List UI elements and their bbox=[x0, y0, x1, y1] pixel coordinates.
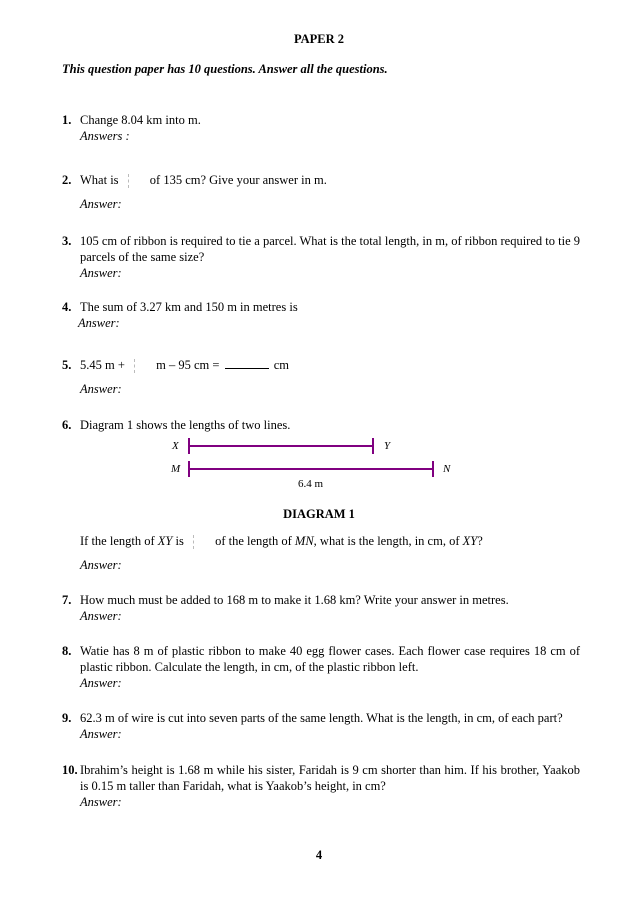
answer-label: Answer: bbox=[80, 609, 122, 623]
answer-label: Answer: bbox=[80, 266, 122, 280]
answer-label: Answers : bbox=[80, 129, 130, 143]
page-number: 4 bbox=[315, 848, 323, 862]
question-text: , what is the length, in cm, of bbox=[313, 534, 463, 548]
answer-label: Answer: bbox=[80, 795, 122, 809]
question-number: 10. bbox=[62, 763, 78, 777]
answer-label: Answer: bbox=[80, 676, 122, 690]
question-number: 3. bbox=[62, 234, 72, 248]
label-x: X bbox=[172, 440, 179, 452]
question-text: Change 8.04 km into m. bbox=[80, 113, 201, 127]
fraction-placeholder bbox=[193, 535, 206, 549]
segment-xy: XY bbox=[157, 534, 173, 548]
question-text: The sum of 3.27 km and 150 m in metres is bbox=[80, 300, 298, 314]
label-y: Y bbox=[384, 440, 391, 452]
question-number: 1. bbox=[62, 113, 72, 127]
question-number: 8. bbox=[62, 644, 72, 658]
question-text: What is bbox=[80, 173, 119, 187]
answer-label: Answer: bbox=[78, 316, 120, 330]
question-9 bbox=[62, 710, 582, 741]
answer-blank bbox=[225, 358, 269, 369]
instructions: This question paper has 10 questions. Answer all the questions. bbox=[62, 62, 388, 76]
answer-label: Answer: bbox=[80, 197, 122, 212]
question-8 bbox=[62, 643, 582, 690]
question-text: is bbox=[172, 534, 184, 548]
question-7 bbox=[62, 592, 582, 623]
fraction-placeholder bbox=[134, 359, 147, 373]
question-text: 105 cm of ribbon is required to tie a parcel. What is the total length, in m, of ribbon required to tie 9 parcels of the same size? bbox=[80, 234, 580, 264]
line-xy bbox=[189, 438, 373, 454]
question-text: Watie has 8 m of plastic ribbon to make 40 egg flower cases. Each flower case requires 18 cm of plastic ribbon. Calculate the length, in cm, of the plastic ribbon left. bbox=[80, 644, 580, 674]
line-mn bbox=[189, 461, 433, 477]
question-number: 6. bbox=[62, 418, 72, 432]
question-number: 5. bbox=[62, 358, 72, 372]
paper-title: PAPER 2 bbox=[293, 32, 345, 46]
question-3 bbox=[62, 233, 582, 280]
question-text: of 135 cm? Give your answer in m. bbox=[149, 173, 327, 187]
segment-xy: XY bbox=[462, 534, 478, 548]
question-4 bbox=[62, 299, 582, 330]
question-text: If the length of bbox=[80, 534, 158, 548]
question-text: Diagram 1 shows the lengths of two lines. bbox=[80, 418, 291, 432]
fraction-placeholder bbox=[128, 174, 141, 188]
question-number: 4. bbox=[62, 300, 72, 314]
question-text: 5.45 m + bbox=[80, 358, 125, 372]
question-10 bbox=[62, 762, 582, 809]
answer-label: Answer: bbox=[80, 558, 122, 573]
question-2 bbox=[62, 172, 582, 212]
question-text: How much must be added to 168 m to make it 1.68 km? Write your answer in metres. bbox=[80, 593, 509, 607]
label-m: M bbox=[171, 463, 181, 475]
answer-label: Answer: bbox=[80, 382, 122, 397]
length-mn-label: 6.4 m bbox=[298, 478, 324, 490]
question-text: 62.3 m of wire is cut into seven parts of the same length. What is the length, in cm, of each part? bbox=[80, 711, 563, 725]
question-text: Ibrahim’s height is 1.68 m while his sister, Faridah is 9 cm shorter than him. If his brother, Yaakob is 0.15 m taller than Faridah, what is Yaakob’s height, in cm? bbox=[80, 763, 580, 793]
question-text: cm bbox=[273, 358, 289, 372]
question-number: 2. bbox=[62, 173, 72, 187]
answer-label: Answer: bbox=[80, 727, 122, 741]
question-number: 9. bbox=[62, 711, 72, 725]
question-text: ? bbox=[477, 534, 483, 548]
question-text: of the length of bbox=[215, 534, 295, 548]
question-number: 7. bbox=[62, 593, 72, 607]
question-5 bbox=[62, 357, 582, 397]
diagram-caption: DIAGRAM 1 bbox=[283, 507, 355, 521]
segment-mn: MN bbox=[294, 534, 314, 548]
question-1 bbox=[62, 112, 582, 143]
question-text: m – 95 cm = bbox=[156, 358, 220, 372]
label-n: N bbox=[443, 463, 451, 475]
